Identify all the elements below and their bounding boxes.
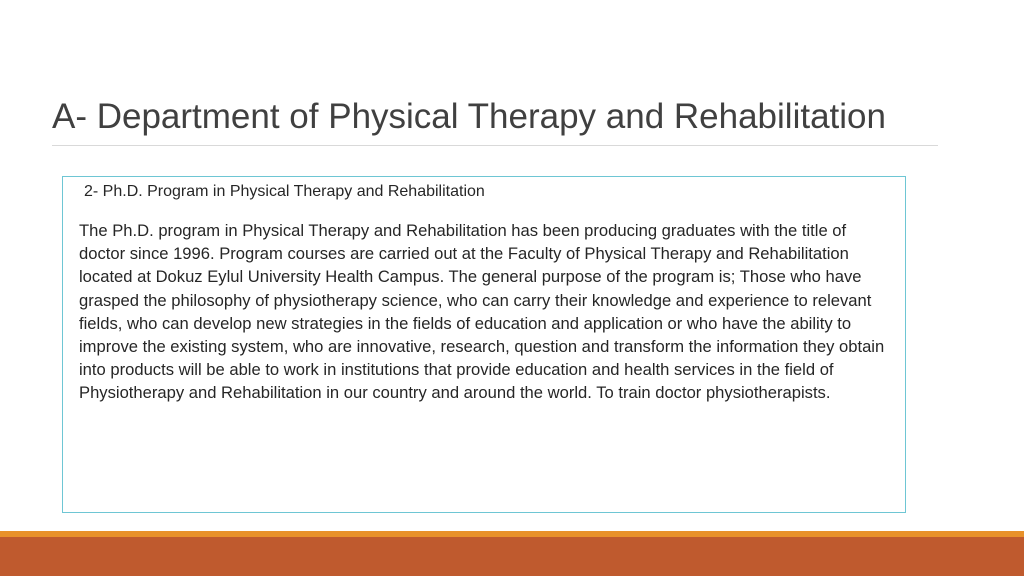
title-divider	[52, 145, 938, 146]
footer-bar	[0, 537, 1024, 576]
program-description: The Ph.D. program in Physical Therapy and Rehabilitation has been producing graduates with the title of doctor since 1996. Program courses are carried out at the Faculty of Physical Therapy and Rehabilitation located at Dokuz Eylul University Health Campus. The general purpose of the program is; Those who have grasped the philosophy of physiotherapy science, who can carry their knowledge and experience to relevant fields, who can develop new strategies in the fields of education and application or who have the ability to improve the existing system, who are innovative, research, question and transform the information they obtain into products will be able to work in institutions that provide education and health services in the field of Physiotherapy and Rehabilitation in our country and around the world. To train doctor physiotherapists.	[79, 221, 885, 403]
program-subheading: 2- Ph.D. Program in Physical Therapy and Rehabilitation	[84, 183, 485, 200]
slide-title: A- Department of Physical Therapy and Rehabilitation	[52, 97, 886, 136]
content-box	[62, 176, 906, 513]
